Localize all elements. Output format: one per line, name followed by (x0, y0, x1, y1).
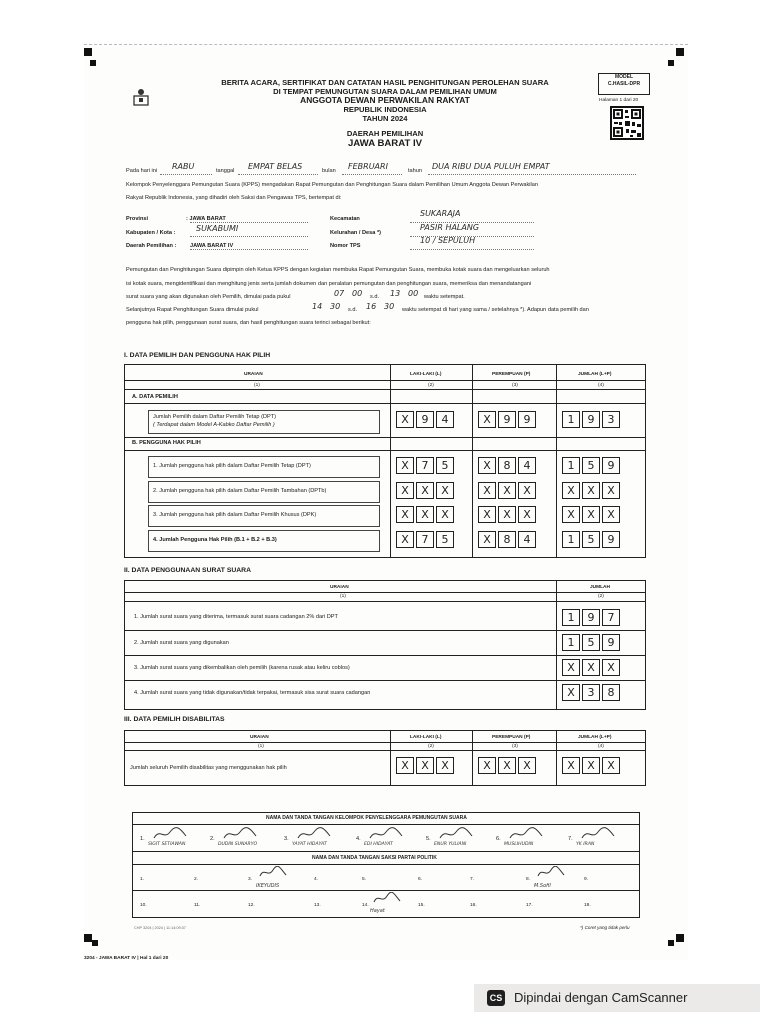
signature-icon (368, 826, 408, 842)
kpps-signer-name: ENUR YULIANI (434, 842, 467, 847)
col-header: PEREMPUAN (P) (492, 735, 531, 740)
digit-box: 4 (518, 531, 536, 548)
digit-box: X (478, 411, 496, 428)
col-number: (4) (598, 383, 604, 388)
signature-icon (508, 826, 548, 842)
footer-code: 3204 - JAWA BARAT IV | Hal 1 dari 20 (84, 956, 169, 961)
col-number: (2) (598, 594, 604, 599)
section-title: I. DATA PEMILIH DAN PENGGUNA HAK PILIH (124, 352, 271, 359)
paragraph-suffix: waktu setempat. (424, 294, 465, 300)
digit-box: X (518, 482, 536, 499)
until-label: s.d. (348, 307, 358, 313)
digit-box: 5 (436, 457, 454, 474)
digit-box: X (562, 757, 580, 774)
signature-icon (296, 826, 336, 842)
registration-mark (668, 60, 674, 66)
digit-box: 1 (562, 531, 580, 548)
kecamatan-label: Kecamatan (330, 216, 360, 222)
kelurahan-label: Kelurahan / Desa *) (330, 230, 381, 236)
signature-icon (580, 826, 620, 842)
region-name: JAWA BARAT IV (347, 138, 423, 149)
footer-small: CHP 3204 | 2024 | 11:14:09:37 (134, 926, 186, 930)
col-header: LAKI-LAKI (L) (410, 372, 442, 377)
tps-label: Nomor TPS (330, 243, 361, 249)
b-row-label (148, 481, 380, 503)
digit-box: X (396, 482, 414, 499)
registration-mark (84, 48, 92, 56)
region-label: DAERAH PEMILIHAN (346, 129, 424, 138)
digit-box: 5 (582, 457, 600, 474)
digit-box-group (396, 506, 456, 524)
digit-box-group (478, 757, 538, 775)
digit-box-group (396, 482, 456, 500)
digit-box-group (396, 411, 456, 429)
kpps-signer-name: YK IRAN (576, 842, 595, 847)
col-header: URAIAN (244, 372, 263, 377)
digit-box-group (562, 659, 622, 677)
section-title: III. DATA PEMILIH DISABILITAS (124, 716, 225, 723)
digit-box: X (478, 506, 496, 523)
digit-box: 5 (436, 531, 454, 548)
digit-box: 9 (416, 411, 434, 428)
digit-box: X (602, 659, 620, 676)
digit-box-group (478, 457, 538, 475)
saksi-number: 6. (418, 877, 423, 882)
saksi-number: 9. (584, 877, 589, 882)
digit-box: 4 (436, 411, 454, 428)
b-row-label (148, 505, 380, 527)
digit-box-group (562, 531, 622, 549)
paragraph-line: Selanjutnya Rapat Penghitungan Suara dimulai pukul (126, 307, 259, 313)
digit-box-group (396, 457, 456, 475)
digit-box-group (562, 609, 622, 627)
digit-box-group (396, 757, 456, 775)
saksi-signer-name: IKEYUDIS (256, 883, 280, 889)
until-label: s.d. (370, 294, 380, 300)
saksi-number: 7. (470, 877, 475, 882)
col-number: (1) (340, 594, 346, 599)
digit-box: 4 (518, 457, 536, 474)
start-minute: 00 (352, 289, 363, 298)
paragraph-line: Pemungutan dan Penghitungan Suara dipimpin oleh Ketua KPPS dengan kegiatan membuka Rapat Pemungutan Suara, membuka kotak suara dan mengeluarkan seluruh (126, 267, 550, 273)
digit-box-group (478, 506, 538, 524)
saksi-number: 14. (362, 903, 369, 908)
digit-box: 9 (582, 609, 600, 626)
digit-box-group (562, 684, 622, 702)
title-line: BERITA ACARA, SERTIFIKAT DAN CATATAN HASIL PENGHITUNGAN PEROLEHAN SUARA (221, 78, 549, 87)
kpps-signer-name: MUSLIHUDIN (504, 842, 534, 847)
provinsi-label: Provinsi (126, 216, 149, 222)
row-label: 2. Jumlah pengguna hak pilih dalam Daftar Pemilih Tambahan (DPTb) (153, 488, 327, 494)
title-line: REPUBLIK INDONESIA (343, 105, 427, 114)
registration-mark (92, 940, 98, 946)
row-label: 4. Jumlah Pengguna Hak Pilih (B.1 + B.2 + B.3) (153, 537, 277, 543)
end-minute: 00 (408, 289, 419, 298)
digit-box: 5 (582, 531, 600, 548)
digit-box: X (582, 659, 600, 676)
count-start-hour: 14 (312, 302, 323, 311)
page-number: Halaman 1 dari 20 (599, 98, 639, 103)
digit-box: 8 (602, 684, 620, 701)
digit-box: X (562, 659, 580, 676)
digit-box: 1 (562, 634, 580, 651)
dpt-row-label (148, 410, 380, 434)
digit-box-group (562, 457, 622, 475)
col-number: (2) (428, 744, 434, 749)
title-line: TAHUN 2024 (362, 114, 408, 123)
digit-box: 9 (602, 531, 620, 548)
intro-line: Kelompok Penyelenggara Pemungutan Suara (KPPS) mengadakan Rapat Pemungutan dan Penghitungan Suara dalam Pemilihan Umum Anggota Dewan Perwakilan (126, 182, 539, 188)
digit-box: 1 (562, 411, 580, 428)
digit-box: X (396, 531, 414, 548)
kelurahan-value: PASIR HALANG (420, 223, 480, 232)
digit-box: X (416, 482, 434, 499)
digit-box: X (498, 482, 516, 499)
month-value: FEBRUARI (348, 162, 388, 171)
kpps-signer-name: SIGIT SETIAWAN (148, 842, 186, 847)
model-code: C.HASIL-DPR (607, 81, 641, 87)
row-label: 4. Jumlah surat suara yang tidak digunakan/tidak terpakai, termasuk sisa surat suara cadangan (134, 690, 371, 696)
saksi-number: 8. (526, 877, 531, 882)
col-header: URAIAN (250, 735, 269, 740)
digit-box: X (436, 506, 454, 523)
digit-box: X (498, 506, 516, 523)
location-dotline (190, 241, 308, 250)
digit-box: 7 (602, 609, 620, 626)
digit-box: 9 (602, 457, 620, 474)
tahun-label: tahun (408, 168, 422, 174)
digit-box-group (562, 506, 622, 524)
kpps-number: 7. (568, 836, 573, 842)
saksi-signer-name: Hayat (370, 908, 385, 914)
dapil-label: Daerah Pemilihan : (126, 243, 177, 249)
digit-box-group (562, 634, 622, 652)
model-box (598, 73, 650, 95)
digit-box: 1 (562, 609, 580, 626)
count-end-minute: 30 (384, 302, 395, 311)
digit-box: X (396, 757, 414, 774)
saksi-number: 16. (470, 903, 477, 908)
digit-box: 3 (582, 684, 600, 701)
bulan-label: bulan (322, 168, 336, 174)
saksi-number: 11. (194, 903, 201, 908)
kabupaten-value: SUKABUMI (196, 224, 239, 233)
signature-icon (372, 892, 402, 906)
digit-box: X (436, 482, 454, 499)
kpps-number: 1. (140, 836, 145, 842)
row-label: Jumlah seluruh Pemilih disabilitas yang menggunakan hak pilih (130, 765, 287, 771)
kpu-logo-icon (130, 84, 152, 108)
dpt-note: ( Terdapat dalam Model A-Kabko Daftar Pemilih ) (153, 422, 275, 428)
digit-box: 8 (498, 457, 516, 474)
digit-box: X (602, 506, 620, 523)
saksi-number: 3. (248, 877, 253, 882)
digit-box: X (478, 757, 496, 774)
digit-box: X (396, 457, 414, 474)
row-label: 3. Jumlah surat suara yang dikembalikan oleh pemilih (karena rusak atau keliru coblos) (134, 665, 350, 671)
date-prefix: Pada hari ini (126, 168, 158, 174)
digit-box: X (602, 757, 620, 774)
row-label: 1. Jumlah surat suara yang diterima, termasuk surat suara cadangan 2% dari DPT (134, 614, 338, 620)
footnote: *) Coret yang tidak perlu (580, 925, 630, 930)
row-label: 2. Jumlah surat suara yang digunakan (134, 640, 229, 646)
digit-box: X (562, 506, 580, 523)
col-number: (1) (258, 744, 264, 749)
saksi-number: 12. (248, 903, 255, 908)
digit-box: X (396, 506, 414, 523)
registration-mark (90, 60, 96, 66)
saksi-number: 17. (526, 903, 533, 908)
digit-box: 8 (498, 531, 516, 548)
kabupaten-label: Kabupaten / Kota : (126, 230, 176, 236)
col-header: JUMLAH (L+P) (578, 372, 612, 377)
digit-box: X (396, 411, 414, 428)
digit-box: X (416, 506, 434, 523)
paragraph-line: isi kotak suara, mengidentifikasi dan menghitung jenis serta jumlah dokumen dan peralatan pemungutan dan penghitungan suara, memeriksa dan menandatangani (126, 281, 532, 287)
digit-box: X (582, 506, 600, 523)
date-value: EMPAT BELAS (248, 162, 303, 171)
paragraph-line: surat suara yang akan digunakan oleh Pemilih, dimulai pada pukul (126, 294, 291, 300)
qr-code-icon (610, 106, 644, 140)
digit-box: 9 (582, 411, 600, 428)
digit-box: X (562, 684, 580, 701)
saksi-number: 1. (140, 877, 145, 882)
kpps-signer-name: DUDIN SUNARYO (218, 842, 258, 847)
digit-box-group (562, 411, 622, 429)
start-hour: 07 (334, 289, 345, 298)
dpt-label: Jumlah Pemilih dalam Daftar Pemilih Tetap (DPT) (153, 414, 277, 420)
col-number: (1) (254, 383, 260, 388)
b-row-label (148, 530, 380, 552)
digit-box-group (562, 482, 622, 500)
col-header: URAIAN (330, 585, 349, 590)
digit-box: 7 (416, 531, 434, 548)
digit-box: X (582, 757, 600, 774)
digit-box-group (396, 531, 456, 549)
col-number: (3) (512, 744, 518, 749)
section-title: II. DATA PENGGUNAAN SURAT SUARA (124, 567, 251, 574)
digit-box: 5 (582, 634, 600, 651)
signature-icon (222, 826, 262, 842)
saksi-number: 5. (362, 877, 367, 882)
dapil-value: JAWA BARAT IV (190, 243, 234, 249)
saksi-signer-name: M.Sofil (534, 883, 551, 889)
saksi-number: 10. (140, 903, 147, 908)
kpps-number: 5. (426, 836, 431, 842)
col-number: (3) (512, 383, 518, 388)
day-value: RABU (172, 162, 195, 171)
digit-box: X (478, 531, 496, 548)
row-label: 3. Jumlah pengguna hak pilih dalam Daftar Pemilih Khusus (DPK) (153, 512, 317, 518)
digit-box: X (562, 482, 580, 499)
digit-box-group (478, 411, 538, 429)
paragraph-suffix: waktu setempat di hari yang sama / setelahnya *). Adapun data pemilih dan (402, 307, 589, 313)
camscanner-watermark (474, 984, 760, 1012)
registration-mark (668, 940, 674, 946)
saksi-number: 18. (584, 903, 591, 908)
digit-box: X (498, 757, 516, 774)
digit-box: X (416, 757, 434, 774)
kpps-signer-name: YAYAT HIDAYAT (292, 842, 327, 847)
camscanner-logo-icon: CS (487, 990, 505, 1006)
year-value: DUA RIBU DUA PULUH EMPAT (432, 162, 550, 171)
signature-icon (438, 826, 478, 842)
saksi-signature-title: NAMA DAN TANDA TANGAN SAKSI PARTAI POLITIK (312, 855, 437, 861)
digit-box: 3 (602, 411, 620, 428)
kpps-number: 2. (210, 836, 215, 842)
kpps-number: 6. (496, 836, 501, 842)
digit-box: X (602, 482, 620, 499)
col-header: JUMLAH (590, 585, 610, 590)
col-header: LAKI-LAKI (L) (410, 735, 442, 740)
signature-icon (536, 866, 566, 880)
col-number: (2) (428, 383, 434, 388)
tanggal-label: tanggal (216, 168, 235, 174)
signature-icon (152, 826, 192, 842)
digit-box-group (478, 482, 538, 500)
registration-mark (84, 934, 92, 942)
digit-box: 9 (498, 411, 516, 428)
digit-box: X (582, 482, 600, 499)
camscanner-text: Dipindai dengan CamScanner (514, 990, 688, 1005)
digit-box: X (518, 506, 536, 523)
digit-box: X (478, 482, 496, 499)
kpps-signer-name: EDI HIDAYAT (364, 842, 393, 847)
count-end-hour: 16 (366, 302, 377, 311)
saksi-number: 4. (314, 877, 319, 882)
col-header: PEREMPUAN (P) (492, 372, 531, 377)
document-title (190, 78, 580, 149)
digit-box-group (478, 531, 538, 549)
digit-box: X (436, 757, 454, 774)
b-row-label (148, 456, 380, 478)
registration-mark (676, 48, 684, 56)
digit-box: X (478, 457, 496, 474)
digit-box: 9 (602, 634, 620, 651)
saksi-number: 15. (418, 903, 425, 908)
location-dotline (190, 214, 308, 223)
digit-box-group (562, 757, 622, 775)
kpps-number: 4. (356, 836, 361, 842)
col-number: (4) (598, 744, 604, 749)
kpps-signature-title: NAMA DAN TANDA TANGAN KELOMPOK PENYELENGGARA PEMUNGUTAN SUARA (266, 815, 467, 821)
signature-icon (258, 866, 288, 880)
col-header: JUMLAH (L+P) (578, 735, 612, 740)
tps-value: 10 / SEPULUH (420, 236, 476, 245)
saksi-number: 13. (314, 903, 321, 908)
title-line: DI TEMPAT PEMUNGUTAN SUARA DALAM PEMILIHAN UMUM (273, 87, 497, 96)
digit-box: 9 (518, 411, 536, 428)
title-line: ANGGOTA DEWAN PERWAKILAN RAKYAT (300, 95, 470, 105)
count-start-minute: 30 (330, 302, 341, 311)
digit-box: X (518, 757, 536, 774)
paragraph-line: pengguna hak pilih, penggunaan surat suara, dan hasil penghitungan suara terinci sebagai berikut: (126, 320, 371, 326)
intro-line: Rakyat Republik Indonesia, yang dihadiri oleh Saksi dan Pengawas TPS, bertempat di: (126, 195, 342, 201)
group-label: B. PENGGUNA HAK PILIH (132, 440, 201, 446)
row-label: 1. Jumlah pengguna hak pilih dalam Daftar Pemilih Tetap (DPT) (153, 463, 311, 469)
end-hour: 13 (390, 289, 401, 298)
digit-box: 1 (562, 457, 580, 474)
kpps-number: 3. (284, 836, 289, 842)
model-label: MODEL (614, 74, 634, 80)
digit-box: 7 (416, 457, 434, 474)
registration-mark (676, 934, 684, 942)
kecamatan-value: SUKARAJA (420, 209, 461, 218)
provinsi-value: : JAWA BARAT (186, 216, 226, 222)
saksi-number: 2. (194, 877, 199, 882)
group-label: A. DATA PEMILIH (132, 394, 178, 400)
